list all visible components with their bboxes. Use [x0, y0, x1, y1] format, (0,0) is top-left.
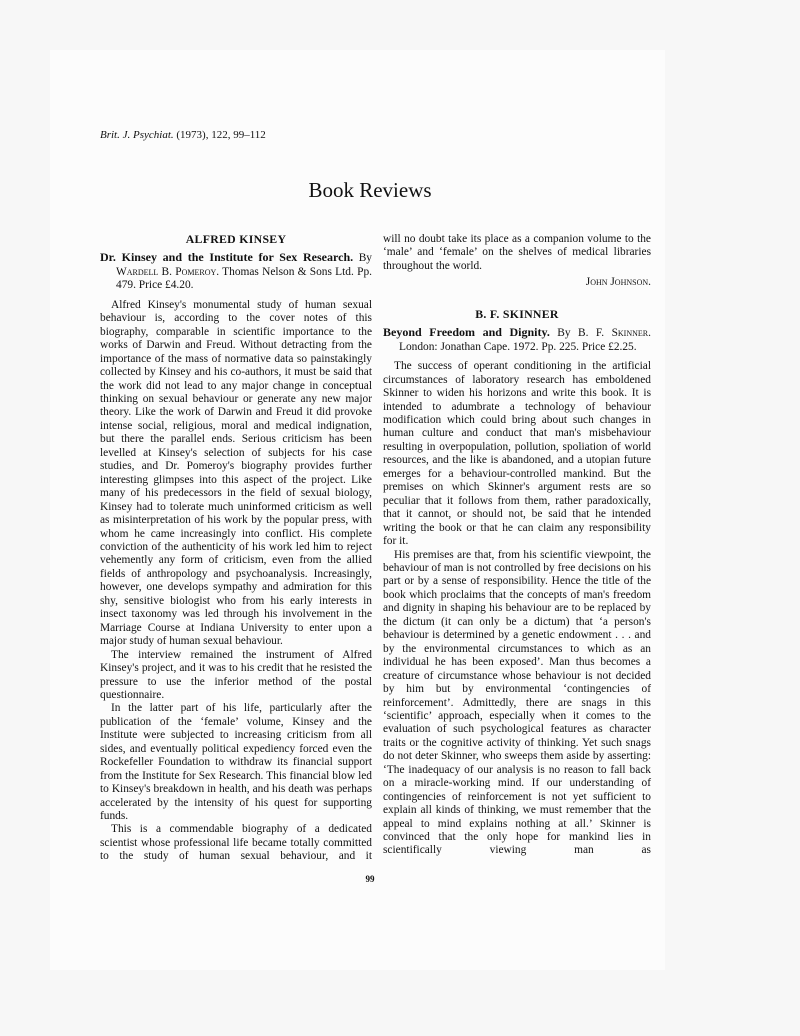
review-paragraph: This is a commendable biography of a dedicated scientist whose professional life became totally committed to the study of human sexual behaviour, and it — [100, 823, 372, 863]
review-paragraph: The success of operant conditioning in the artificial circumstances of laboratory research has emboldened Skinner to widen his horizons and write this book. It is intended to adumbrate a technology of behaviour modification which could bring about such changes in human culture and conduct that man's misbehaviour resulting in overpopulation, pollution, spoliation of world resources, and the like is abandoned, and a utopian future emerges for a behaviour-controlled mankind. But the premises on which Skinner's argument rests are so peculiar that it follows from them, rather paradoxically, that it cannot, or should not, be said that he intended writing the book or that he can claim any responsibility for it. — [383, 360, 651, 548]
left-column — [100, 233, 372, 864]
by-label: By B. F. — [557, 327, 605, 340]
review-paragraph: In the latter part of his life, particularly after the publication of the ‘female’ volume, Kinsey and the Institute were subjected to increasing criticism from all sides, and eventually political expediency forced even the Rockefeller Foundation to withdraw its financial support from the Institute for Sex Research. This financial blow led to Kinsey's breakdown in health, and his death was perhaps accelerated by the intensity of his quest for supporting funds. — [100, 702, 372, 823]
review-paragraph: The interview remained the instrument of Alfred Kinsey's project, and it was to his credit that he resisted the pressure to use the inferior method of the postal questionnaire. — [100, 648, 372, 701]
book-citation — [100, 251, 372, 292]
journal-name: Brit. J. Psychiat. — [100, 129, 174, 141]
right-column — [383, 233, 651, 858]
by-label: By — [358, 252, 372, 265]
review-paragraph: His premises are that, from his scientific viewpoint, the behaviour of man is not controlled by free decisions on his part or by a sense of responsibility. Hence the title of the book which proclaims that the concepts of man's freedom and dignity in shaping his behaviour are to be replaced by the dictum (it can only be a dictum) that ‘a person's behaviour is determined by a genetic endowment . . . and by the environmental circumstances to which as an individual he has been exposed’. Man thus becomes a creature of circumstance whose behaviour is not decided by him but by environmental ‘contingencies of reinforcement’. Admittedly, there are snags in this ‘scientific’ approach, especially when it comes to the evaluation of such psychological features as character traits or the cognitive activity of thinking. Yet such snags do not deter Skinner, who sweeps them aside by asserting: ‘The inadequacy of our analysis is no reason to fall back on a miracle-working mind. If our understanding of contingencies of reinforcement is not yet sufficient to explain all kinds of thinking, we must remember that the appeal to mind explains nothing at all.’ Skinner is convinced that the only hope for mankind lies in scientifically viewing man as — [383, 548, 651, 857]
running-head — [100, 129, 266, 141]
book-author: Wardell B. Pomeroy — [116, 265, 217, 278]
page-number: 99 — [365, 874, 375, 884]
citation: (1973), 122, 99–112 — [176, 129, 266, 141]
review-continuation: will no doubt take its place as a companion volume to the ‘male’ and ‘female’ on the shelves of medical libraries throughout the world. — [383, 233, 651, 272]
publisher-info: . London: Jonathan Cape. 1972. Pp. 225. Price £2.25. — [399, 327, 651, 353]
review-paragraph: Alfred Kinsey's monumental study of human sexual behaviour is, according to the cover notes of this biography, comparable in scientific importance to the works of Darwin and Freud. Without detracting from the importance of the mass of normative data so painstakingly collected by Kinsey and his co-authors, it must be said that the work did not lead to any major change in conceptual thinking on sexual behaviour or generate any new major theory. Like the work of Darwin and Freud it did provoke intense social, religious, moral and medical indignation, but there the parallel ends. Serious criticism has been levelled at Kinsey's selection of subjects for his case studies, and Dr. Pomeroy's biography provides further interesting glimpses into this aspect of the project. Like many of his predecessors in the field of sexual biology, Kinsey had to tolerate much uninformed criticism as well as misinterpretation of his work by the popular press, with whom he came increasingly into conflict. His complete conviction of the authenticity of his work led him to reject vehemently any form of criticism, even from the allied fields of anthropology and psychoanalysis. Increasingly, however, one develops sympathy and admiration for this shy, sensitive biologist who from his early interests in insect taxonomy was led through his involvement in the Marriage Course at Indiana University to enter upon a major study of human sexual behaviour. — [100, 298, 372, 648]
section-heading: ALFRED KINSEY — [185, 232, 287, 246]
book-author: Skinner — [611, 327, 649, 340]
publisher-info: . Thomas Nelson & Sons Ltd. Pp. 479. Price £4.20. — [116, 265, 372, 292]
section-heading: B. F. SKINNER — [475, 306, 559, 321]
reviewer-signature: John Johnson. — [585, 276, 651, 289]
book-title: Beyond Freedom and Dignity. — [383, 325, 550, 340]
book-title: Dr. Kinsey and the Institute for Sex Research. — [100, 250, 354, 265]
book-citation — [383, 326, 651, 354]
page-title: Book Reviews — [308, 178, 432, 202]
